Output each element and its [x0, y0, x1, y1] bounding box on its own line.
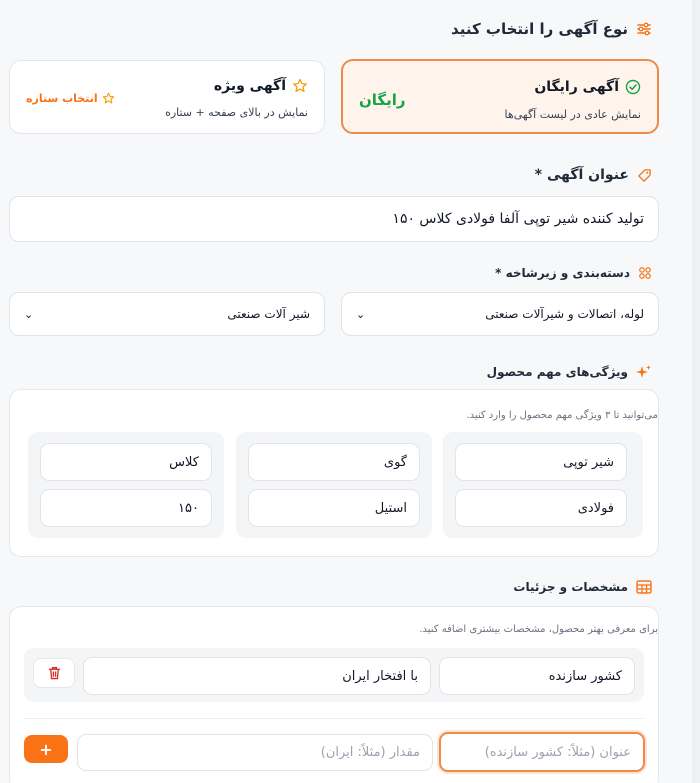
ad-title-label: [535, 167, 652, 183]
feature-input[interactable]: [40, 489, 212, 527]
star-icon: [102, 92, 115, 105]
category-label: [495, 266, 652, 280]
feature-value: کلاس: [169, 454, 199, 470]
ad-title-input[interactable]: [9, 196, 659, 242]
chevron-down-icon: ⌄: [24, 307, 34, 321]
feature-input[interactable]: [455, 489, 627, 527]
feature-input[interactable]: [248, 489, 420, 527]
feature-value: گوی: [383, 454, 407, 470]
ad-title-value: تولید کننده شیر توپی آلفا فولادی کلاس ۱۵۰: [392, 211, 644, 227]
table-icon: [636, 580, 652, 594]
ad-type-heading-text: نوع آگهی را انتخاب کنید: [451, 20, 628, 38]
featured-ad-title: [214, 78, 308, 94]
features-heading: [487, 364, 652, 380]
specs-heading-text: مشخصات و جزئیات: [513, 580, 628, 594]
check-circle-icon: [625, 79, 641, 95]
specs-hint: برای معرفی بهتر محصول، مشخصات بیشتری اضافه کنید.: [419, 624, 658, 635]
free-ad-price: رایگان: [359, 91, 406, 109]
sliders-icon: [636, 21, 652, 37]
sparkles-icon: [636, 364, 652, 380]
new-spec-value-placeholder: مقدار (مثلاً: ایران): [320, 745, 420, 760]
spec-key-value: کشور سازنده: [548, 668, 622, 684]
spec-key-input[interactable]: [439, 657, 635, 695]
ad-type-heading: [451, 20, 652, 38]
new-spec-key-input[interactable]: [439, 732, 645, 772]
features-heading-text: ویژگی‌های مهم محصول: [486, 365, 628, 379]
category-label-text: دسته‌بندی و زیرشاخه *: [495, 266, 630, 280]
free-ad-title-text: آگهی رایگان: [534, 79, 619, 95]
trash-icon: [48, 666, 61, 680]
grid-icon: [638, 266, 652, 280]
star-icon: [292, 78, 308, 94]
feature-input[interactable]: [248, 443, 420, 481]
delete-spec-button[interactable]: [33, 658, 75, 688]
ad-title-label-text: عنوان آگهی *: [534, 167, 629, 183]
featured-ad-desc: نمایش در بالای صفحه + ستاره: [165, 106, 308, 119]
spec-value-input[interactable]: [83, 657, 431, 695]
add-spec-button[interactable]: [24, 735, 68, 763]
spec-value-value: با افتخار ایران: [342, 668, 418, 684]
select-star-button[interactable]: [26, 92, 115, 105]
sub-category-select[interactable]: [9, 292, 325, 336]
free-ad-option[interactable]: [341, 59, 659, 134]
new-spec-value-input[interactable]: [77, 734, 433, 771]
features-hint: می‌توانید تا ۳ ویژگی مهم محصول را وارد کنید.: [466, 410, 658, 421]
featured-ad-option[interactable]: [9, 60, 325, 134]
main-category-value: لوله، اتصالات و شیرآلات صنعتی: [485, 307, 644, 321]
add-spec-label: +: [39, 739, 53, 759]
feature-value: فولادی: [577, 500, 614, 516]
main-category-select[interactable]: [341, 292, 659, 336]
page-scrollbar[interactable]: [692, 0, 700, 783]
sub-category-value: شیر آلات صنعتی: [227, 307, 310, 321]
free-ad-title: [534, 79, 641, 95]
divider: [24, 718, 644, 719]
feature-value: استیل: [374, 500, 407, 516]
free-ad-desc: نمایش عادی در لیست آگهی‌ها: [504, 108, 641, 121]
feature-value: شیر توپی: [563, 454, 614, 470]
feature-input[interactable]: [40, 443, 212, 481]
chevron-down-icon: ⌄: [356, 307, 366, 321]
feature-input[interactable]: [455, 443, 627, 481]
new-spec-key-placeholder: عنوان (مثلاً: کشور سازنده): [484, 744, 631, 760]
select-star-label: انتخاب ستاره: [26, 92, 98, 105]
specs-heading: [513, 580, 652, 594]
feature-value: ۱۵۰: [178, 500, 199, 516]
featured-ad-title-text: آگهی ویژه: [213, 78, 286, 94]
tag-icon: [637, 168, 652, 183]
